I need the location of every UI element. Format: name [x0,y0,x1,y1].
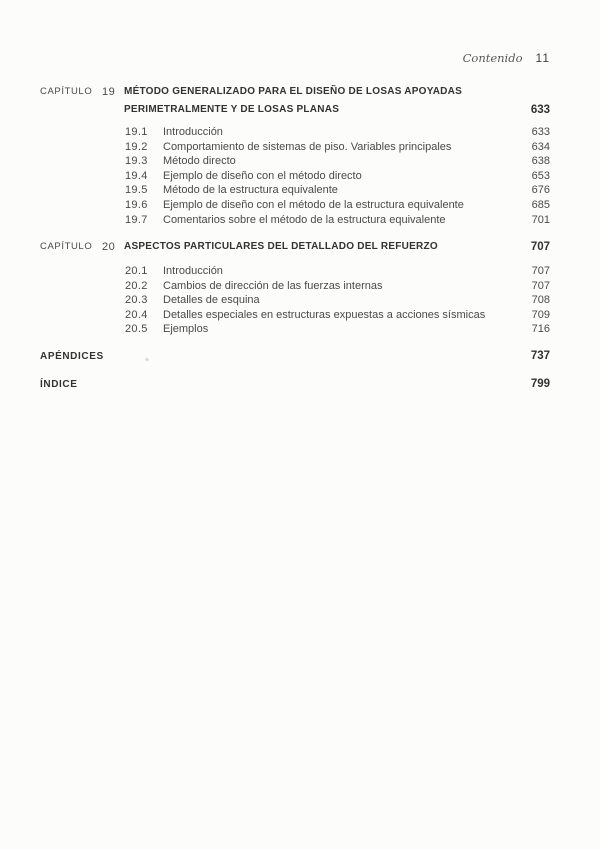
section-page-number: 708 [531,294,550,307]
chapter-19-sections [40,125,550,227]
chapter-19-heading [40,83,550,119]
section-title: Ejemplo de diseño con el método directo [163,169,362,182]
back-matter-indice [40,378,550,390]
section-number: 20.4 [125,308,148,321]
section-page-number: 653 [531,169,550,182]
toc-entry [125,264,550,279]
toc-entry [125,213,550,228]
back-matter-page-number: 737 [530,350,550,362]
section-page-number: 638 [531,155,550,168]
toc-entry [125,154,550,169]
chapter-page-number: 707 [530,241,550,253]
chapter-title-line-1: ASPECTOS PARTICULARES DEL DETALLADO DEL REFUERZO [124,241,438,252]
section-page-number: 709 [531,308,550,321]
chapter-19-block [40,83,550,227]
toc-entry [125,198,550,213]
toc-entry [125,169,550,184]
chapter-page-number: 633 [530,104,550,116]
chapter-title [124,83,506,119]
section-title: Introducción [163,126,223,138]
back-matter-label: ÍNDICE [40,379,78,390]
chapter-label: CAPÍTULO [40,241,93,252]
section-number: 19.2 [125,140,148,153]
section-title: Detalles de esquina [163,294,260,307]
chapter-title-line-1: MÉTODO GENERALIZADO PARA EL DISEÑO DE LOSAS APOYADAS [124,86,463,97]
toc-entry [125,279,550,294]
section-number: 19.4 [125,169,148,182]
section-title: Método de la estructura equivalente [163,184,338,197]
section-page-number: 633 [531,126,550,138]
toc-entry [125,322,550,337]
chapter-label: CAPÍTULO [40,86,93,97]
running-title: Contenido [462,51,523,65]
section-page-number: 707 [531,279,550,292]
section-number: 20.3 [125,294,148,307]
running-header [463,51,550,65]
section-title: Comentarios sobre el método de la estructura equivalente [163,213,446,226]
section-title: Introducción [163,265,223,277]
back-matter-page-number: 799 [530,378,550,390]
toc-entry [125,183,550,198]
section-page-number: 701 [531,213,550,226]
section-page-number: 716 [531,323,550,336]
chapter-20-heading [40,238,550,256]
section-number: 19.3 [125,155,148,168]
section-page-number: 634 [531,140,550,153]
back-matter-label: APÉNDICES [40,351,104,362]
chapter-title-line-2: PERIMETRALMENTE Y DE LOSAS PLANAS [124,104,340,115]
section-number: 20.5 [125,323,148,336]
toc-entry [125,140,550,155]
section-number: 20.2 [125,279,148,292]
section-number: 19.5 [125,184,148,197]
section-page-number: 685 [531,198,550,211]
section-title: Comportamiento de sistemas de piso. Variables principales [163,140,452,153]
chapter-number: 20 [102,241,116,253]
current-page-number: 11 [535,51,550,65]
section-page-number: 676 [531,184,550,197]
chapter-20-block [40,238,550,337]
toc-entry [125,308,550,323]
section-title: Ejemplo de diseño con el método de la estructura equivalente [163,198,464,211]
chapter-title [124,238,506,256]
section-page-number: 707 [531,265,550,277]
section-title: Ejemplos [163,323,209,336]
section-number: 19.7 [125,213,148,226]
toc-entry [125,125,550,140]
section-title: Detalles especiales en estructuras expuestas a acciones sísmicas [163,308,486,321]
section-number: 20.1 [125,265,148,277]
chapter-number: 19 [102,86,116,98]
section-title: Cambios de dirección de las fuerzas internas [163,279,383,292]
section-title: Método directo [163,155,236,168]
back-matter-apendices [40,350,550,362]
section-number: 19.1 [125,126,148,138]
section-number: 19.6 [125,198,148,211]
chapter-20-sections [40,264,550,337]
toc-entry [125,293,550,308]
